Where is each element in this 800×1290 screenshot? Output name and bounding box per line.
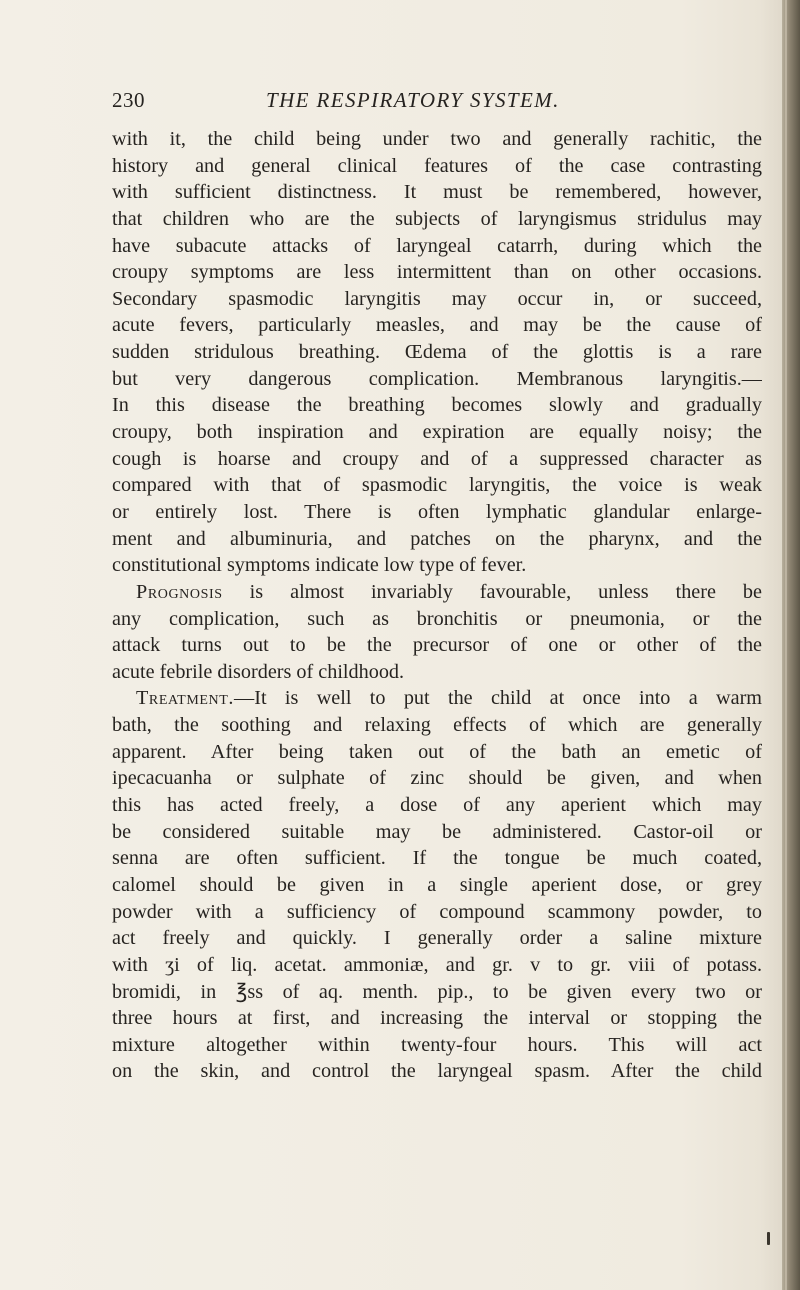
text-line: on the skin, and control the laryngeal spasm. After the child	[112, 1060, 762, 1083]
text-line: bath, the soothing and relaxing effects of which are generally	[112, 714, 762, 737]
text-line: ment and albuminuria, and patches on the pharynx, and the	[112, 527, 762, 550]
text-line: cough is hoarse and croupy and of a suppressed character as	[112, 447, 762, 470]
text-line: apparent. After being taken out of the bath an emetic of	[112, 740, 762, 763]
text-line: compared with that of spasmodic laryngitis, the voice is weak	[112, 474, 762, 497]
text-line: bromidi, in ℥ss of aq. menth. pip., to be given every two or	[112, 980, 762, 1003]
text-line: croupy, both inspiration and expiration are equally noisy; the	[112, 421, 762, 444]
text-line: have subacute attacks of laryngeal catarrh, during which the	[112, 234, 762, 257]
text-line: with ʒi of liq. acetat. ammoniæ, and gr. v to gr. viii of potass.	[112, 953, 762, 976]
text-line: croupy symptoms are less intermittent than on other occasions.	[112, 261, 762, 284]
page-number: 230	[112, 88, 145, 112]
prognosis-paragraph-start	[112, 579, 762, 606]
text-line: acute febrile disorders of childhood.	[112, 660, 405, 683]
text-line: attack turns out to be the precursor of one or other of the	[112, 634, 762, 657]
text-line: sudden stridulous breathing. Œdema of the glottis is a rare	[112, 341, 762, 364]
text-line: is almost invariably favourable, unless there be	[222, 580, 762, 603]
text-line: act freely and quickly. I generally order a saline mixture	[112, 927, 762, 950]
ink-speck	[767, 1232, 770, 1245]
text-line: any complication, such as bronchitis or pneumonia, or the	[112, 607, 762, 630]
prognosis-heading: Prognosis	[136, 580, 223, 603]
text-line: powder with a sufficiency of compound scammony powder, to	[112, 900, 762, 923]
body-text	[112, 126, 762, 1085]
page-header	[112, 82, 752, 118]
text-line: calomel should be given in a single aperient dose, or grey	[112, 873, 762, 896]
text-line: acute fevers, particularly measles, and may be the cause of	[112, 314, 762, 337]
text-line: Secondary spasmodic laryngitis may occur in, or succeed,	[112, 287, 762, 310]
treatment-paragraph-start	[112, 685, 762, 712]
text-line: history and general clinical features of the case contrasting	[112, 154, 762, 177]
text-line: this has acted freely, a dose of any aperient which may	[112, 794, 762, 817]
text-line: mixture altogether within twenty-four hours. This will act	[112, 1033, 762, 1056]
text-line: constitutional symptoms indicate low type of fever.	[112, 554, 527, 577]
treatment-heading: Treatment.	[136, 687, 235, 710]
text-line: or entirely lost. There is often lymphatic glandular enlarge-	[112, 500, 762, 523]
text-line: that children who are the subjects of laryngismus stridulus may	[112, 207, 762, 230]
text-line: with it, the child being under two and generally rachitic, the	[112, 128, 762, 150]
text-line: three hours at first, and increasing the interval or stopping the	[112, 1007, 762, 1030]
book-spine-edge	[782, 0, 800, 1290]
running-title: THE RESPIRATORY SYSTEM.	[266, 88, 560, 112]
text-line: In this disease the breathing becomes slowly and gradually	[112, 394, 762, 417]
text-line: be considered suitable may be administered. Castor-oil or	[112, 820, 762, 843]
text-line: —It is well to put the child at once into a warm	[234, 687, 762, 710]
text-line: senna are often sufficient. If the tongue be much coated,	[112, 847, 762, 870]
text-line: but very dangerous complication. Membranous laryngitis.—	[112, 367, 762, 390]
text-line: ipecacuanha or sulphate of zinc should be given, and when	[112, 767, 762, 790]
text-line: with sufficient distinctness. It must be remembered, however,	[112, 181, 762, 204]
